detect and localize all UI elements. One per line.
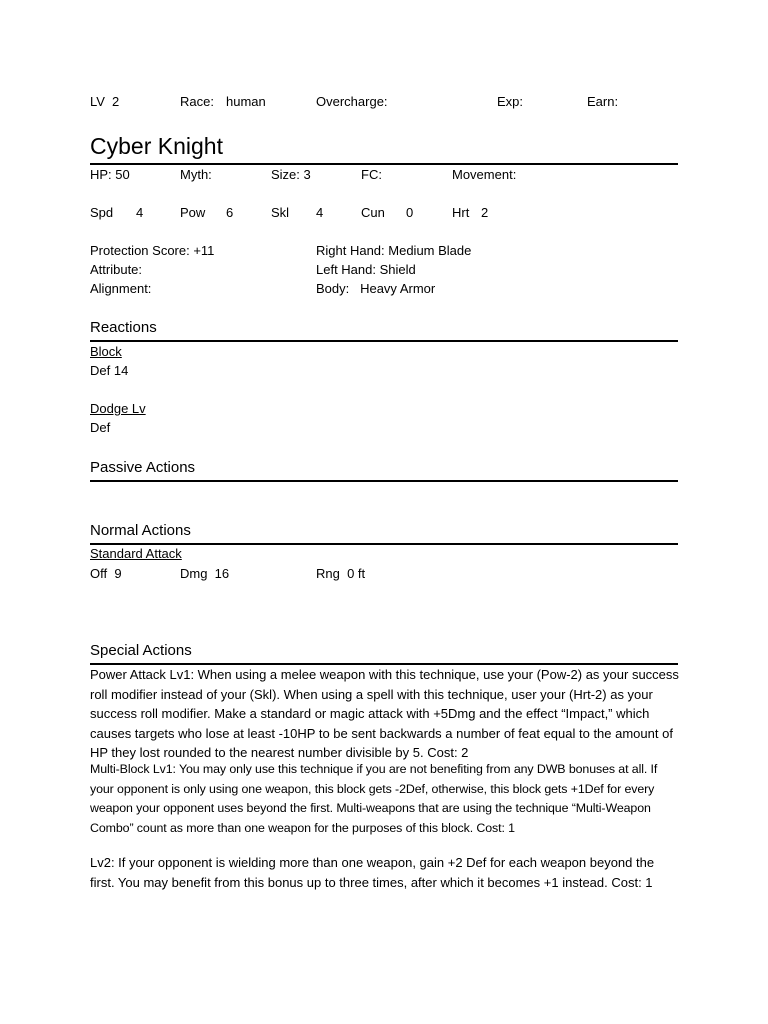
spd-label: Spd <box>90 205 114 220</box>
protection-score: Protection Score: +11 <box>90 243 215 258</box>
reactions-heading: Reactions <box>90 319 157 336</box>
attribute: Attribute: <box>90 262 143 277</box>
title-rule <box>90 163 678 165</box>
hrt-label: Hrt <box>452 205 470 220</box>
hp-stat: HP: 50 <box>90 167 130 182</box>
special-heading: Special Actions <box>90 642 192 659</box>
spd-value: 4 <box>136 205 144 220</box>
pow-value: 6 <box>226 205 234 220</box>
hrt-value: 2 <box>481 205 489 220</box>
block-value: Def 14 <box>90 363 129 378</box>
dodge-value: Def <box>90 420 111 435</box>
dmg-value: Dmg 16 <box>180 566 230 581</box>
size-stat: Size: 3 <box>271 167 311 182</box>
block-title: Block <box>90 344 122 359</box>
earn-label: Earn: <box>587 94 619 109</box>
dodge-title: Dodge Lv <box>90 401 146 416</box>
lv-value: 2 <box>112 94 120 109</box>
passive-heading: Passive Actions <box>90 459 196 476</box>
lv-label: LV <box>90 94 105 109</box>
off-value: Off 9 <box>90 566 122 581</box>
skl-label: Skl <box>271 205 290 220</box>
normal-rule <box>90 543 678 545</box>
race-value: human <box>226 94 266 109</box>
multi-block-text: Multi-Block Lv1: You may only use this technique if you are not benefiting from any DWB bonuses at all. If your opponent is only using one weapon, this block gets -2Def, otherwise, this block gets +1Def for every weapon your opponent uses beyond the first. Multi-weapons that are using the technique “Multi-Weapon Combo” count as more than one weapon for the purposes of this block. Cost: 1 <box>90 762 658 835</box>
fc-stat: FC: <box>361 167 382 182</box>
right-hand: Right Hand: Medium Blade <box>316 243 472 258</box>
cun-value: 0 <box>406 205 414 220</box>
passive-rule <box>90 480 678 482</box>
exp-label: Exp: <box>497 94 524 109</box>
normal-heading: Normal Actions <box>90 522 191 539</box>
rng-value: Rng 0 ft <box>316 566 366 581</box>
left-hand: Left Hand: Shield <box>316 262 416 277</box>
standard-attack-title: Standard Attack <box>90 546 182 561</box>
pow-label: Pow <box>180 205 206 220</box>
myth-stat: Myth: <box>180 167 212 182</box>
power-attack-text: Power Attack Lv1: When using a melee weapon with this technique, use your (Pow-2) as your success roll modifier instead of your (Skl). When using a spell with this technique, user your (Hrt-2) as your success roll modifier. Make a standard or magic attack with +5Dmg and the effect “Impact,” which causes targets who lose at least -10HP to be sent backwards a number of feat equal to the amount of HP they lost rounded to the nearest number divisible by 5. Cost: 2 <box>90 667 679 760</box>
alignment: Alignment: <box>90 281 152 296</box>
body-armor: Body: Heavy Armor <box>316 281 436 296</box>
lv2-text: Lv2: If your opponent is wielding more than one weapon, gain +2 Def for each weapon beyond the first. You may benefit from this bonus up to three times, after which it becomes +1 instead. Cost: 1 <box>90 855 655 890</box>
skl-value: 4 <box>316 205 324 220</box>
cun-label: Cun <box>361 205 385 220</box>
race-label: Race: <box>180 94 214 109</box>
overcharge-label: Overcharge: <box>316 94 388 109</box>
reactions-rule <box>90 340 678 342</box>
page-title: Cyber Knight <box>90 133 223 159</box>
movement-stat: Movement: <box>452 167 517 182</box>
